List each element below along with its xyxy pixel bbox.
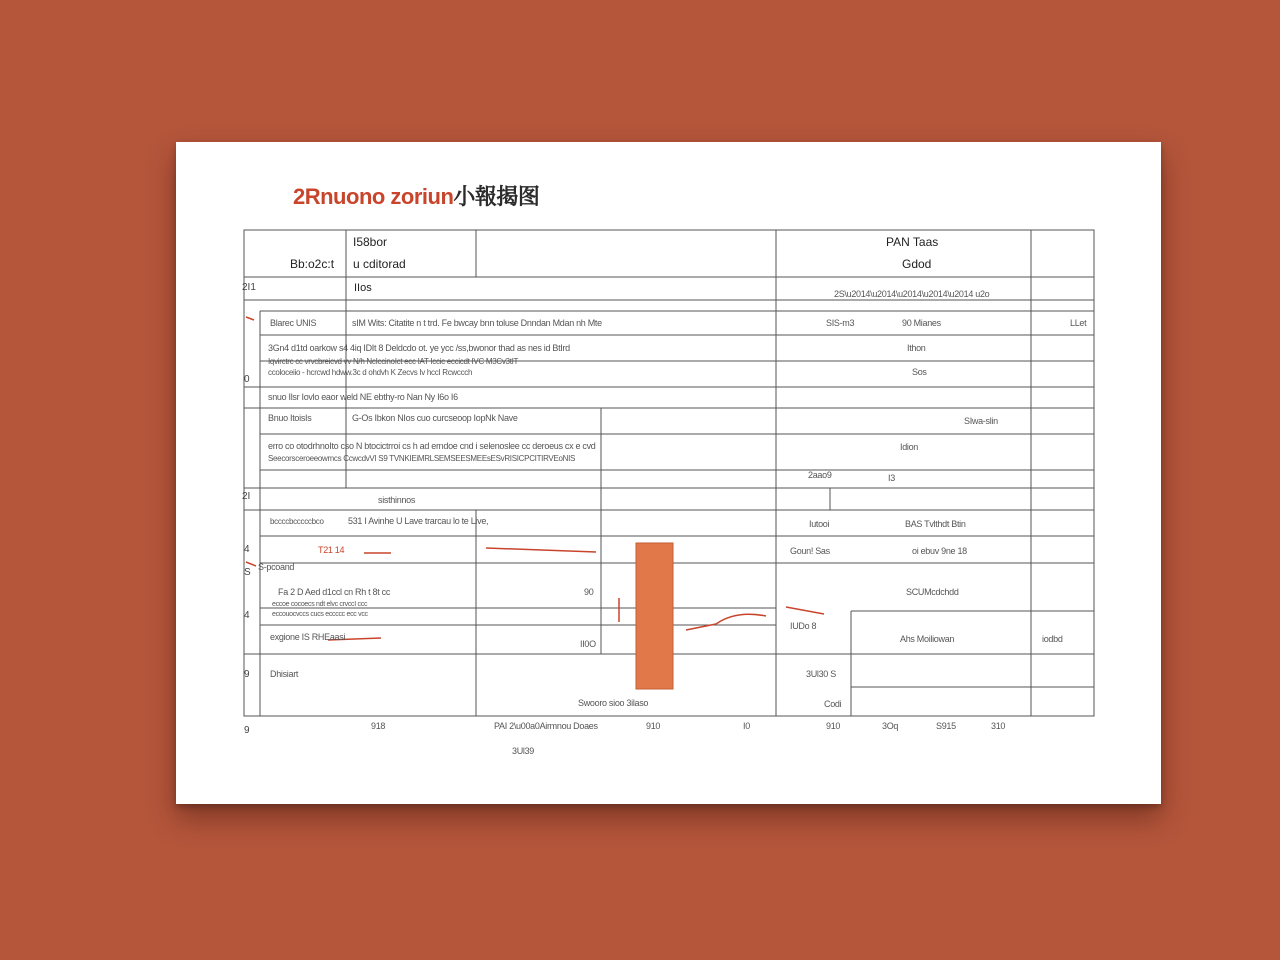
left-mark: 9 [244,669,250,680]
left-mark: 4 [244,610,250,621]
footer-tick: 310 [991,721,1006,731]
cell: 90 Mianes [902,318,941,328]
cell: bccccbcccccbco [270,517,324,526]
header-c4-line1: PAN Taas [886,235,939,249]
left-mark: 4 [244,544,250,555]
title-accent: 2Rnuono zoriun [293,184,454,209]
left-mark: 2I1 [242,282,256,293]
cell: Blarec UNIS [270,318,317,328]
cell: ccoloceiio - hcrcwd hdww.3c d ohdvh K Zecvs Iv hccI Rcwccch [268,368,473,377]
cell: sisthinnos [378,495,416,505]
cell: G-Os Ibkon NIos cuo curcseoop IopNk Nave [352,413,518,423]
cell: eccouocvccs cucs eccccc ecc vcc [272,611,368,618]
cell: Ithon [907,343,926,353]
cell: Seecorsceroeeowmcs CcwcdvVI S9 TVNKIEiMRLSEMSEESMEEsESvRISICPCITIRVEoNIS [268,454,576,463]
inset-chart [176,142,1161,804]
cell: exgione IS RHEaasi [270,632,346,642]
document-sheet [176,142,1161,804]
chart-bar [636,543,673,689]
header-c2-line2: u cditorad [353,257,406,271]
cell: IIos [354,282,372,294]
footer-tick: 918 [371,721,386,731]
footer-tick: I0 [743,721,750,731]
cell: Sos [912,367,927,377]
cell: I3 [888,473,895,483]
cell: S-pcoand [258,562,295,572]
cell: LLet [1070,318,1087,328]
footer-tick: S915 [936,721,956,731]
cell: BAS Tvlthdt Btin [905,519,966,529]
cell: Iutooi [809,519,830,529]
cell: SIS-m3 [826,318,855,328]
cell: Codi [824,699,842,709]
cell: 3Ul30 S [806,669,836,679]
cell: 90 [584,587,594,597]
header-c2-line1: I58bor [353,235,388,249]
cell: T21 14 [318,545,345,555]
cell: Dhisiart [270,669,299,679]
cell: Swooro sioo 3ilaso [578,698,649,708]
cell: snuo Ilsr Iovlo eaor weld NE ebthy-ro Nan Ny I6o I6 [268,392,458,402]
left-mark: S [244,567,251,578]
left-mark: 2I [242,491,251,502]
cell: Goun! Sas [790,546,830,556]
cell: Ahs Moiliowan [900,634,955,644]
cell: 3Gn4 d1td oarkow s4 4iq IDIt 8 Deldcdo ot. ye ycc /ss,bwonor thad as nes id BtIrd [268,343,570,353]
cell: oi ebuv 9ne 18 [912,546,967,556]
footer-note: 3Ul39 [512,746,535,756]
cell: 2aao9 [808,470,832,480]
header-c1-line2: Bb:o2c:t [290,257,335,271]
cell: sIM Wits: Citatite n t trd. Fe bwcay bnn toluse Dnndan Mdan nh Mte [352,318,602,328]
cell: iodbd [1042,634,1063,644]
left-mark: 9 [244,725,250,736]
header-c4-line2: Gdod [902,257,932,271]
footer-tick: PAI 2\u00a0Airmnou Doaes [494,721,598,731]
cell: erro co otodrhnoIto cso N btocictrroi cs h ad erndoe cnd i selenoslee cc deroeus cx e cvd [268,441,596,451]
footer-tick: 3Oq [882,721,899,731]
cell: Bnuo ItoisIs [268,413,312,423]
cell: Fa 2 D Aed d1ccl cn Rh t 8t cc [278,587,391,597]
cell: 2S\u2014\u2014\u2014\u2014\u2014 u2o [834,289,990,299]
title-rest: 小報揭图 [453,184,540,209]
cell: SIwa-slin [964,416,998,426]
cell: 531 I Avinhe U Lave trarcau lo te Live, [348,516,489,526]
cell: Idion [900,442,919,452]
footer-tick: 910 [646,721,661,731]
cell: SCUMcdchdd [906,587,959,597]
cell: eccoe cocoecs ndt elvc crvccI ccc [272,601,368,608]
left-mark: 0 [244,374,250,385]
cell: II0O [580,639,596,649]
cell: Iqvirctrc cc vrvcbreicvd vv N/h NcIccinoIct ecc IAT Iccic eccicdt IVC M3Cv3tIT [268,357,519,366]
footer-tick: 910 [826,721,841,731]
cell: IUDo 8 [790,621,817,631]
